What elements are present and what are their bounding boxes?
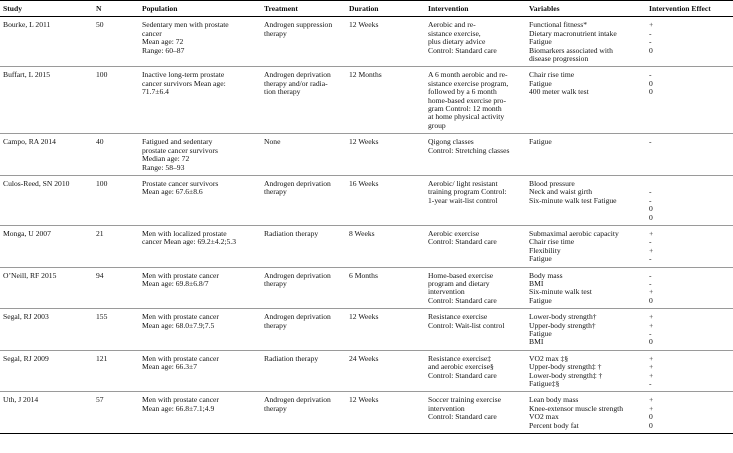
header-intervention: Intervention: [425, 1, 526, 17]
effect-value: -: [649, 270, 652, 280]
variable-line: disease progression: [529, 54, 589, 64]
n-cell: 100: [93, 67, 139, 134]
intervention-line: Soccer training exercise: [428, 395, 501, 405]
effect-value: 0: [649, 78, 653, 88]
study-cell: Uth, J 2014: [0, 392, 93, 434]
intervention-line: intervention: [428, 403, 465, 413]
header-row: [0, 1, 733, 17]
population-line: Men with prostate cancer: [142, 270, 219, 280]
population-cell: [139, 17, 261, 67]
variable-line: Knee-extensor muscle strength: [529, 403, 624, 413]
population-line: Range: 58–93: [142, 162, 185, 172]
effect-cell: [646, 267, 733, 309]
intervention-cell: [425, 392, 526, 434]
study-cell: Segal, RJ 2003: [0, 309, 93, 351]
study-cell: Segal, RJ 2009: [0, 350, 93, 392]
intervention-line: program and dietary: [428, 278, 490, 288]
intervention-cell: [425, 134, 526, 176]
variable-line: Upper-body strength‡ †: [529, 362, 602, 372]
variable-line: Fatigue‡§: [529, 379, 560, 389]
effect-value: -: [649, 237, 652, 247]
effect-value: +: [649, 312, 654, 322]
effect-value: -: [649, 379, 652, 389]
effect-value: -: [649, 187, 652, 197]
intervention-cell: [425, 175, 526, 225]
duration-cell: 12 Weeks: [346, 17, 425, 67]
study-cell: Bourke, L 2011: [0, 17, 93, 67]
population-line: Men with prostate cancer: [142, 353, 219, 363]
treatment-cell: [261, 267, 346, 309]
header-study: Study: [0, 1, 93, 17]
variable-line: Fatigue: [529, 295, 552, 305]
variable-line: Neck and waist girth: [529, 187, 593, 197]
population-cell: [139, 350, 261, 392]
intervention-cell: [425, 67, 526, 134]
n-cell: 50: [93, 17, 139, 67]
treatment-line: None: [264, 137, 281, 147]
effect-value: +: [649, 228, 654, 238]
treatment-cell: [261, 350, 346, 392]
variable-line: Chair rise time: [529, 237, 575, 247]
duration-cell: 12 Weeks: [346, 392, 425, 434]
variable-line: VO2 max: [529, 412, 559, 422]
variable-line: Chair rise time: [529, 70, 575, 80]
population-line: Mean age: 67.6±8.6: [142, 187, 203, 197]
effect-value: +: [649, 370, 654, 380]
treatment-line: therapy and/or radia-: [264, 78, 328, 88]
treatment-line: therapy: [264, 28, 287, 38]
variable-line: Flexibility: [529, 245, 561, 255]
intervention-cell: [425, 17, 526, 67]
table-row: [0, 309, 733, 351]
population-line: 71.7±6.4: [142, 87, 169, 97]
table-row: [0, 392, 733, 434]
effect-value: +: [649, 403, 654, 413]
population-line: Mean age: 66.3±7: [142, 362, 197, 372]
effect-value: -: [649, 28, 652, 38]
variable-line: BMI: [529, 278, 544, 288]
effect-value: +: [649, 20, 654, 30]
variables-cell: [526, 67, 646, 134]
n-cell: 21: [93, 225, 139, 267]
variables-cell: [526, 267, 646, 309]
intervention-line: gram Control: 12 month: [428, 104, 502, 114]
effect-cell: [646, 309, 733, 351]
treatment-cell: [261, 225, 346, 267]
intervention-line: Resistance exercise: [428, 312, 488, 322]
effect-value: -: [649, 137, 652, 147]
treatment-line: therapy: [264, 320, 287, 330]
duration-cell: 24 Weeks: [346, 350, 425, 392]
treatment-line: Androgen deprivation: [264, 395, 331, 405]
intervention-cell: [425, 350, 526, 392]
treatment-cell: [261, 67, 346, 134]
variable-line: Functional fitness*: [529, 20, 588, 30]
treatment-line: therapy: [264, 278, 287, 288]
table-row: [0, 67, 733, 134]
intervention-cell: [425, 225, 526, 267]
study-cell: Buffart, L 2015: [0, 67, 93, 134]
intervention-cell: [425, 267, 526, 309]
treatment-cell: [261, 309, 346, 351]
table-body: [0, 17, 733, 434]
population-line: prostate cancer survivors: [142, 145, 218, 155]
population-cell: [139, 134, 261, 176]
variable-line: Fatigue: [529, 37, 552, 47]
intervention-line: Control: Standard care: [428, 370, 497, 380]
effect-value: 0: [649, 412, 653, 422]
population-cell: [139, 267, 261, 309]
intervention-line: and aerobic exercise§: [428, 362, 494, 372]
population-line: Fatigued and sedentary: [142, 137, 213, 147]
effect-cell: [646, 392, 733, 434]
effect-value: -: [649, 254, 652, 264]
treatment-cell: [261, 134, 346, 176]
variable-line: Fatigue: [529, 137, 552, 147]
effect-value: +: [649, 395, 654, 405]
intervention-line: at home physical activity: [428, 112, 505, 122]
effect-cell: [646, 134, 733, 176]
variable-line: BMI: [529, 337, 544, 347]
intervention-line: sistance exercise,: [428, 28, 481, 38]
variable-line: Six-minute walk test: [529, 287, 592, 297]
header-treatment: Treatment: [261, 1, 346, 17]
variable-line: Lower-body strength†: [529, 312, 597, 322]
intervention-line: Qigong classes: [428, 137, 474, 147]
table-row: [0, 267, 733, 309]
effect-value: -: [649, 70, 652, 80]
variable-line: Lean body mass: [529, 395, 579, 405]
intervention-line: Resistance exercise‡: [428, 353, 492, 363]
intervention-line: Control: Standard care: [428, 237, 497, 247]
variable-line: Submaximal aerobic capacity: [529, 228, 619, 238]
intervention-line: training program Control:: [428, 187, 507, 197]
variable-line: Lower-body strength‡ †: [529, 370, 603, 380]
effect-value: +: [649, 353, 654, 363]
intervention-line: group: [428, 120, 446, 130]
variable-line: Blood pressure: [529, 178, 575, 188]
population-line: Mean age: 68.0±7.9;7.5: [142, 320, 215, 330]
variables-cell: [526, 392, 646, 434]
population-line: Mean age: 72: [142, 37, 184, 47]
duration-cell: 8 Weeks: [346, 225, 425, 267]
effect-value: +: [649, 287, 654, 297]
effect-value: -: [649, 328, 652, 338]
effect-cell: [646, 17, 733, 67]
variable-line: 400 meter walk test: [529, 87, 589, 97]
effect-value: [649, 180, 730, 188]
effect-value: 0: [649, 204, 653, 214]
variables-cell: [526, 134, 646, 176]
n-cell: 40: [93, 134, 139, 176]
effect-value: +: [649, 362, 654, 372]
effect-value: 0: [649, 45, 653, 55]
variable-line: Body mass: [529, 270, 563, 280]
study-cell: Culos-Reed, SN 2010: [0, 175, 93, 225]
variable-line: Dietary macronutrient intake: [529, 28, 617, 38]
study-cell: O’Neill, RF 2015: [0, 267, 93, 309]
duration-cell: 12 Weeks: [346, 309, 425, 351]
n-cell: 57: [93, 392, 139, 434]
population-cell: [139, 175, 261, 225]
duration-cell: 12 Weeks: [346, 134, 425, 176]
header-variables: Variables: [526, 1, 646, 17]
n-cell: 155: [93, 309, 139, 351]
effect-cell: [646, 67, 733, 134]
intervention-line: Aerobic exercise: [428, 228, 480, 238]
intervention-line: Control: Standard care: [428, 45, 497, 55]
treatment-line: tion therapy: [264, 87, 301, 97]
effect-value: -: [649, 278, 652, 288]
population-cell: [139, 225, 261, 267]
header-duration: Duration: [346, 1, 425, 17]
variable-line: VO2 max ‡§: [529, 353, 569, 363]
effect-cell: [646, 350, 733, 392]
intervention-line: 1-year wait-list control: [428, 195, 498, 205]
variable-line: Fatigue: [529, 328, 552, 338]
effect-value: +: [649, 245, 654, 255]
treatment-line: Androgen deprivation: [264, 312, 331, 322]
header-n: N: [93, 1, 139, 17]
variable-line: Upper-body strength†: [529, 320, 596, 330]
treatment-cell: [261, 392, 346, 434]
effect-cell: [646, 175, 733, 225]
intervention-line: followed by a 6 month: [428, 87, 497, 97]
intervention-line: A 6 month aerobic and re-: [428, 70, 508, 80]
variable-line: Percent body fat: [529, 420, 579, 430]
variable-line: Fatigue: [529, 78, 552, 88]
population-line: Median age: 72: [142, 154, 190, 164]
population-line: Men with prostate cancer: [142, 312, 219, 322]
treatment-line: Androgen deprivation: [264, 178, 331, 188]
header-population: Population: [139, 1, 261, 17]
population-line: cancer Mean age: 69.2±4.2;5.3: [142, 237, 236, 247]
effect-value: -: [649, 195, 652, 205]
duration-cell: 16 Weeks: [346, 175, 425, 225]
intervention-line: intervention: [428, 287, 465, 297]
effect-value: 0: [649, 295, 653, 305]
population-line: Men with prostate cancer: [142, 395, 219, 405]
intervention-line: plus dietary advice: [428, 37, 486, 47]
population-line: Mean age: 69.8±6.8/7: [142, 278, 209, 288]
treatment-cell: [261, 17, 346, 67]
population-line: Mean age: 66.8±7.1;4.9: [142, 403, 215, 413]
n-cell: 100: [93, 175, 139, 225]
duration-cell: 6 Months: [346, 267, 425, 309]
population-line: cancer survivors Mean age:: [142, 78, 226, 88]
treatment-line: Androgen deprivation: [264, 270, 331, 280]
population-cell: [139, 309, 261, 351]
population-line: Range: 60–87: [142, 45, 185, 55]
study-cell: Monga, U 2007: [0, 225, 93, 267]
table-row: [0, 175, 733, 225]
n-cell: 121: [93, 350, 139, 392]
population-line: Inactive long-term prostate: [142, 70, 225, 80]
intervention-line: Home-based exercise: [428, 270, 494, 280]
variables-cell: [526, 309, 646, 351]
intervention-line: sistance exercise program,: [428, 78, 509, 88]
treatment-line: Androgen deprivation: [264, 70, 331, 80]
effect-cell: [646, 225, 733, 267]
population-cell: [139, 392, 261, 434]
intervention-line: Aerobic and re-: [428, 20, 476, 30]
variable-line: Biomarkers associated with: [529, 45, 613, 55]
effect-value: [649, 55, 730, 63]
intervention-line: Control: Stretching classes: [428, 145, 510, 155]
intervention-line: Control: Standard care: [428, 412, 497, 422]
intervention-line: Control: Standard care: [428, 295, 497, 305]
intervention-line: home-based exercise pro-: [428, 95, 507, 105]
effect-value: 0: [649, 420, 653, 430]
intervention-line: Control: Wait-list control: [428, 320, 505, 330]
effect-value: 0: [649, 212, 653, 222]
treatment-line: therapy: [264, 187, 287, 197]
table-row: [0, 225, 733, 267]
duration-cell: 12 Months: [346, 67, 425, 134]
population-line: Sedentary men with prostate: [142, 20, 229, 30]
n-cell: 94: [93, 267, 139, 309]
header-effect: Intervention Effect: [646, 1, 733, 17]
treatment-line: Radiation therapy: [264, 353, 319, 363]
table-row: [0, 134, 733, 176]
treatment-line: therapy: [264, 403, 287, 413]
treatment-cell: [261, 175, 346, 225]
effect-value: 0: [649, 87, 653, 97]
population-line: Men with localized prostate: [142, 228, 227, 238]
intervention-line: Aerobic/ light resistant: [428, 178, 498, 188]
intervention-cell: [425, 309, 526, 351]
table-row: [0, 17, 733, 67]
population-cell: [139, 67, 261, 134]
variables-cell: [526, 350, 646, 392]
variables-cell: [526, 175, 646, 225]
population-line: cancer: [142, 28, 162, 38]
treatment-line: Radiation therapy: [264, 228, 319, 238]
variables-cell: [526, 17, 646, 67]
table-row: [0, 350, 733, 392]
variable-line: Fatigue: [529, 254, 552, 264]
effect-value: 0: [649, 337, 653, 347]
treatment-line: Androgen suppression: [264, 20, 333, 30]
variables-cell: [526, 225, 646, 267]
variable-line: Six-minute walk test Fatigue: [529, 195, 617, 205]
effect-value: -: [649, 37, 652, 47]
population-line: Prostate cancer survivors: [142, 178, 219, 188]
study-cell: Campo, RA 2014: [0, 134, 93, 176]
effect-value: +: [649, 320, 654, 330]
